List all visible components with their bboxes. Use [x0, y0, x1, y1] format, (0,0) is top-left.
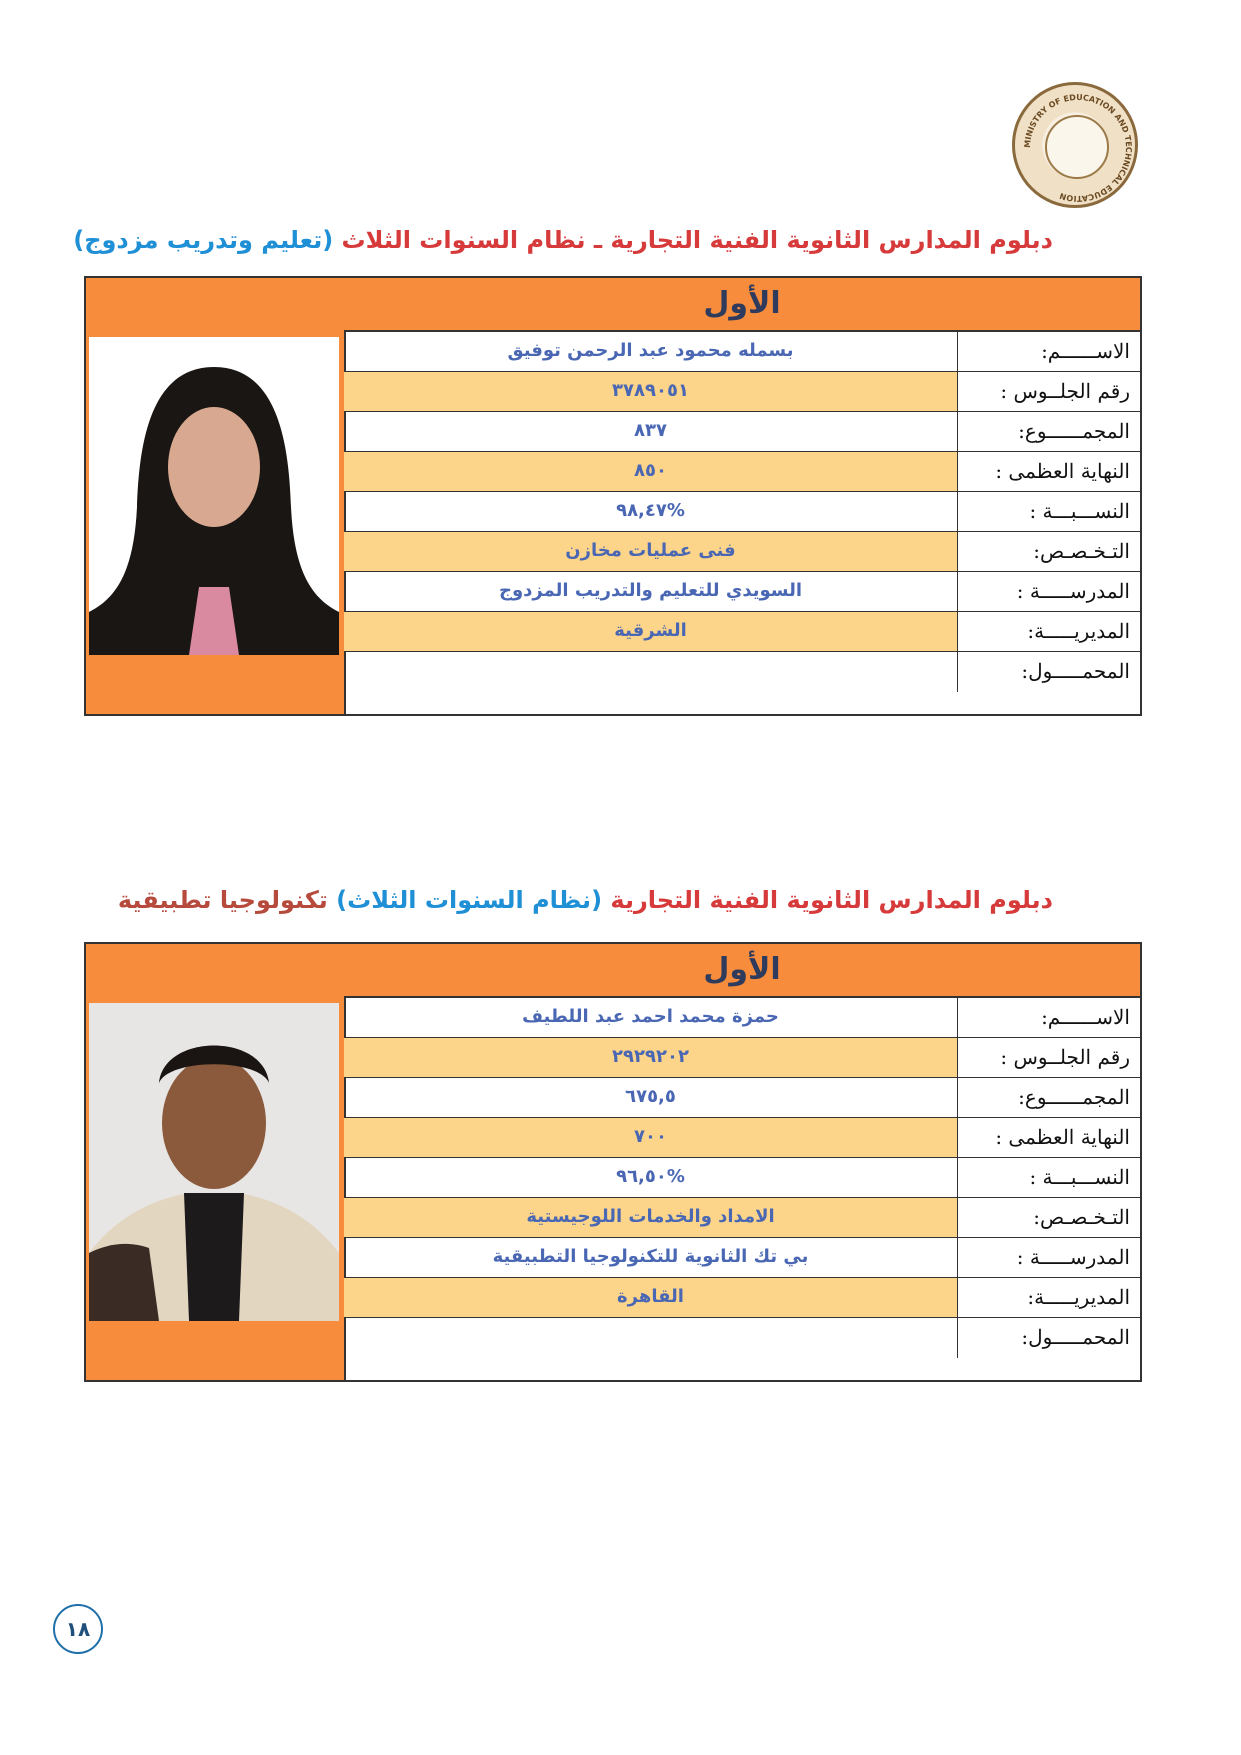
seat-number-value: ٢٩٢٩٢٠٢	[344, 1038, 958, 1077]
section-1-title-paren: (تعليم وتدريب مزدوج)	[73, 226, 334, 254]
seal-ring-text	[1015, 85, 1141, 211]
seat-number-value: ٣٧٨٩٠٥١	[344, 372, 958, 411]
photo-column	[86, 278, 346, 714]
info-table	[344, 278, 1140, 714]
table-row	[344, 332, 1140, 372]
total-label: المجمــــــوع:	[1018, 1085, 1130, 1109]
school-label: المدرســـــة :	[1016, 1245, 1130, 1269]
directorate-value: الشرقية	[344, 612, 958, 651]
photo-column	[86, 944, 346, 1380]
mobile-label: المحمـــــول:	[1021, 659, 1130, 683]
name-label: الاســــــم:	[1041, 339, 1130, 363]
table-row	[344, 612, 1140, 652]
mobile-label: المحمـــــول:	[1021, 1325, 1130, 1349]
table-row	[344, 1038, 1140, 1078]
name-value: بسمله محمود عبد الرحمن توفيق	[344, 332, 958, 371]
table-row	[344, 1078, 1140, 1118]
info-table	[344, 944, 1140, 1380]
max-score-value: ٧٠٠	[344, 1118, 958, 1157]
table-row	[344, 652, 1140, 692]
name-label: الاســــــم:	[1041, 1005, 1130, 1029]
table-row	[344, 998, 1140, 1038]
student-card-2	[84, 942, 1142, 1382]
directorate-label: المديريـــــة:	[1027, 619, 1130, 643]
seat-number-label: رقم الجلــوس :	[1000, 379, 1130, 403]
section-2-title-paren: (نظام السنوات الثلاث)	[336, 886, 603, 914]
svg-text:MINISTRY OF EDUCATION AND TECH: MINISTRY OF EDUCATION AND TECHNICAL EDUCATION	[1022, 92, 1134, 204]
directorate-label: المديريـــــة:	[1027, 1285, 1130, 1309]
section-1-title-main: دبلوم المدارس الثانوية الفنية التجارية ـ نظام السنوات الثلاث	[333, 226, 1053, 254]
rank-header: الأول	[344, 278, 1140, 332]
table-row	[344, 1278, 1140, 1318]
school-label: المدرســـــة :	[1016, 579, 1130, 603]
student-photo	[89, 337, 339, 655]
percentage-value: %٩٨,٤٧	[344, 492, 958, 531]
table-row	[344, 572, 1140, 612]
specialization-value: الامداد والخدمات اللوجيستية	[344, 1198, 958, 1237]
name-value: حمزة محمد احمد عبد اللطيف	[344, 998, 958, 1037]
table-row	[344, 412, 1140, 452]
table-row	[344, 372, 1140, 412]
specialization-value: فنى عمليات مخازن	[344, 532, 958, 571]
mobile-value	[344, 1318, 958, 1358]
rank-header: الأول	[344, 944, 1140, 998]
section-2-title	[118, 886, 1053, 914]
table-row	[344, 1238, 1140, 1278]
ministry-seal-logo	[1012, 82, 1138, 208]
student-photo	[89, 1003, 339, 1321]
percentage-value: %٩٦,٥٠	[344, 1158, 958, 1197]
section-2-title-suffix: تكنولوجيا تطبيقية	[117, 886, 337, 914]
total-label: المجمــــــوع:	[1018, 419, 1130, 443]
table-row	[344, 492, 1140, 532]
table-row	[344, 1118, 1140, 1158]
table-row	[344, 1158, 1140, 1198]
specialization-label: التـخـصـص:	[1033, 1205, 1130, 1229]
page-number: ١٨	[53, 1604, 103, 1654]
table-row	[344, 452, 1140, 492]
max-score-value: ٨٥٠	[344, 452, 958, 491]
percentage-label: النســـبـــة :	[1029, 499, 1130, 523]
school-value: بي تك الثانوية للتكنولوجيا التطبيقية	[344, 1238, 958, 1277]
directorate-value: القاهرة	[344, 1278, 958, 1317]
specialization-label: التـخـصـص:	[1033, 539, 1130, 563]
section-2-title-main: دبلوم المدارس الثانوية الفنية التجارية	[602, 886, 1053, 914]
total-value: ٨٣٧	[344, 412, 958, 451]
max-score-label: النهاية العظمى :	[995, 1125, 1130, 1149]
student-card-1	[84, 276, 1142, 716]
mobile-value	[344, 652, 958, 692]
table-row	[344, 1318, 1140, 1358]
seat-number-label: رقم الجلــوس :	[1000, 1045, 1130, 1069]
percentage-label: النســـبـــة :	[1029, 1165, 1130, 1189]
total-value: ٦٧٥,٥	[344, 1078, 958, 1117]
max-score-label: النهاية العظمى :	[995, 459, 1130, 483]
table-row	[344, 1198, 1140, 1238]
section-1-title	[73, 226, 1053, 254]
school-value: السويدي للتعليم والتدريب المزدوج	[344, 572, 958, 611]
table-row	[344, 532, 1140, 572]
